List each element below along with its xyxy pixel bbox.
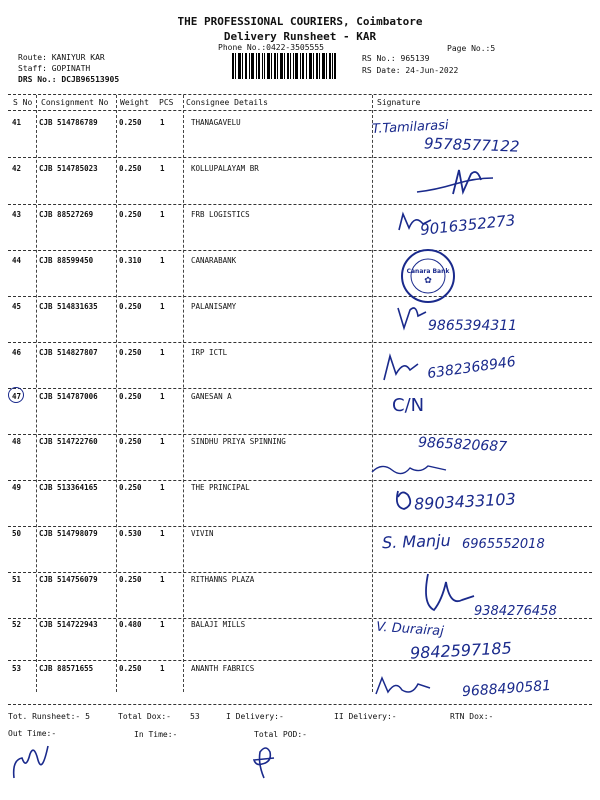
row-weight: 0.250 [119, 664, 142, 673]
row-divider [8, 157, 592, 158]
row-sno: 43 [12, 210, 22, 219]
row-pcs: 1 [160, 164, 165, 173]
row-consignee: RITHANNS PLAZA [191, 575, 255, 584]
signature-phone: 6382368946 [426, 353, 517, 383]
row-consignment: CJB 88527269 [39, 210, 94, 219]
row-consignee: CANARABANK [191, 256, 237, 265]
row-consignment: CJB 514827807 [39, 348, 98, 357]
row-sno: 46 [12, 348, 22, 357]
document-title: THE PROFESSIONAL COURIERS, Coimbatore [177, 15, 423, 28]
row-sno: 51 [12, 575, 22, 584]
barcode-image [232, 53, 336, 79]
footer-signature-icon [8, 740, 50, 782]
column-divider [372, 95, 373, 692]
i-delivery-label: I Delivery:- [226, 712, 284, 721]
row-sno: 41 [12, 118, 22, 127]
row-consignee: VIVIN [191, 529, 214, 538]
column-header-pcs: PCS [159, 98, 174, 107]
row-consignment: CJB 513364165 [39, 483, 98, 492]
row-consignee: KOLLUPALAYAM BR [191, 164, 259, 173]
row-pcs: 1 [160, 664, 165, 673]
row-divider [8, 204, 592, 205]
row-sno: 48 [12, 437, 22, 446]
row-divider [8, 660, 592, 661]
row-sno: 42 [12, 164, 22, 173]
row-pcs: 1 [160, 348, 165, 357]
row-pcs: 1 [160, 302, 165, 311]
column-divider [183, 95, 184, 692]
row-divider [8, 388, 592, 389]
row-sno: 53 [12, 664, 22, 673]
row-weight: 0.530 [119, 529, 142, 538]
signature-phone: 9688490581 [461, 677, 552, 701]
row-divider [8, 250, 592, 251]
row-consignee: IRP ICTL [191, 348, 228, 357]
row-weight: 0.250 [119, 575, 142, 584]
signature-phone: 9865394311 [428, 318, 518, 334]
column-divider [36, 95, 37, 692]
row-divider [8, 296, 592, 297]
row-consignment: CJB 514787006 [39, 392, 98, 401]
table-bottom-rule [8, 704, 592, 705]
row-consignment: CJB 514786789 [39, 118, 98, 127]
row-pcs: 1 [160, 529, 165, 538]
signature-text: C/N [392, 395, 425, 416]
row-divider [8, 480, 592, 481]
in-time-label: In Time:- [134, 730, 178, 739]
signature-phone: 9865820687 [417, 434, 508, 456]
signature-phone: 9384276458 [474, 604, 557, 619]
signature-scribble-icon [392, 487, 416, 515]
row-weight: 0.250 [119, 392, 142, 401]
row-pcs: 1 [160, 483, 165, 492]
row-consignee: THE PRINCIPAL [191, 483, 250, 492]
column-header-consignee: Consignee Details [186, 98, 268, 107]
signature-scribble-icon [380, 350, 420, 384]
row-weight: 0.250 [119, 210, 142, 219]
out-time-label: Out Time:- [8, 729, 57, 738]
row-consignment: CJB 514785023 [39, 164, 98, 173]
row-weight: 0.250 [119, 437, 142, 446]
row-weight: 0.250 [119, 118, 142, 127]
row-weight: 0.480 [119, 620, 142, 629]
staff-label: Staff: GOPINATH [18, 64, 91, 73]
total-dox-label: Total Dox:- [118, 712, 171, 721]
signature-scribble-icon [370, 456, 450, 478]
rtn-dox-label: RTN Dox:- [450, 712, 494, 721]
signature-scribble-icon [418, 570, 478, 616]
row-divider [8, 342, 592, 343]
row-consignee: FRB LOGISTICS [191, 210, 250, 219]
row-pcs: 1 [160, 575, 165, 584]
row-sno: 45 [12, 302, 22, 311]
signature-name: T.Tamilarasi [371, 118, 449, 137]
signature-scribble-icon [372, 674, 432, 700]
row-sno: 52 [12, 620, 22, 629]
column-header-sno: S No [13, 98, 33, 107]
row-pcs: 1 [160, 256, 165, 265]
signature-phone: 9016352273 [419, 211, 517, 239]
page-number: Page No.:5 [447, 44, 496, 53]
document-subtitle: Delivery Runsheet - KAR [223, 30, 377, 43]
row-divider [8, 572, 592, 573]
row-weight: 0.250 [119, 302, 142, 311]
column-divider [116, 95, 117, 692]
row-consignment: CJB 88599450 [39, 256, 94, 265]
row-consignment: CJB 88571655 [39, 664, 94, 673]
row-weight: 0.250 [119, 348, 142, 357]
table-top-rule [8, 94, 592, 95]
signature-name: V. Durairaj [375, 619, 445, 640]
row-sno: 47 [12, 392, 22, 401]
row-consignment: CJB 514798079 [39, 529, 98, 538]
row-pcs: 1 [160, 392, 165, 401]
row-consignment: CJB 514722943 [39, 620, 98, 629]
row-pcs: 1 [160, 210, 165, 219]
row-weight: 0.250 [119, 483, 142, 492]
signature-phone: 9578577122 [423, 134, 520, 156]
row-sno: 49 [12, 483, 22, 492]
route-label: Route: KANIYUR KAR [18, 53, 105, 62]
signature-phone: 9842597185 [409, 638, 513, 663]
row-consignment: CJB 514756079 [39, 575, 98, 584]
row-sno: 44 [12, 256, 22, 265]
row-consignment: CJB 514722760 [39, 437, 98, 446]
rs-number: RS No.: 965139 [362, 54, 430, 63]
signature-phone: 8903433103 [413, 489, 517, 514]
row-divider [8, 526, 592, 527]
rs-date: RS Date: 24-Jun-2022 [362, 66, 459, 75]
row-weight: 0.310 [119, 256, 142, 265]
row-consignment: CJB 514831635 [39, 302, 98, 311]
signature-scribble-icon [415, 164, 495, 198]
row-weight: 0.250 [119, 164, 142, 173]
row-consignee: BALAJI MILLS [191, 620, 246, 629]
total-runsheet: Tot. Runsheet:- 5 [8, 712, 90, 721]
total-pod-label: Total POD:- [254, 730, 307, 739]
row-consignee: SINDHU PRIYA SPINNING [191, 437, 286, 446]
drs-number: DRS No.: DCJB96513905 [18, 75, 120, 84]
row-consignee: GANESAN A [191, 392, 232, 401]
ii-delivery-label: II Delivery:- [334, 712, 397, 721]
bank-stamp-icon [400, 248, 456, 304]
row-pcs: 1 [160, 620, 165, 629]
stamp-text: Canara Bank [406, 268, 450, 275]
signature-phone: 6965552018 [462, 537, 545, 552]
row-sno: 50 [12, 529, 22, 538]
signature-name: S. Manju [381, 530, 451, 553]
svg-text:✿: ✿ [424, 276, 432, 286]
row-pcs: 1 [160, 437, 165, 446]
row-divider [8, 434, 592, 435]
phone-number: Phone No.:0422-3505555 [218, 43, 324, 52]
row-consignee: PALANISAMY [191, 302, 237, 311]
footer-signature-icon [248, 742, 278, 782]
column-header-signature: Signature [377, 98, 421, 107]
row-consignee: ANANTH FABRICS [191, 664, 255, 673]
total-dox-value: 53 [190, 712, 200, 721]
column-header-weight: Weight [120, 98, 149, 107]
row-pcs: 1 [160, 118, 165, 127]
row-consignee: THANAGAVELU [191, 118, 241, 127]
column-header-consignment: Consignment No [41, 98, 109, 107]
table-header-rule [8, 110, 592, 111]
signature-scribble-icon [396, 302, 430, 332]
